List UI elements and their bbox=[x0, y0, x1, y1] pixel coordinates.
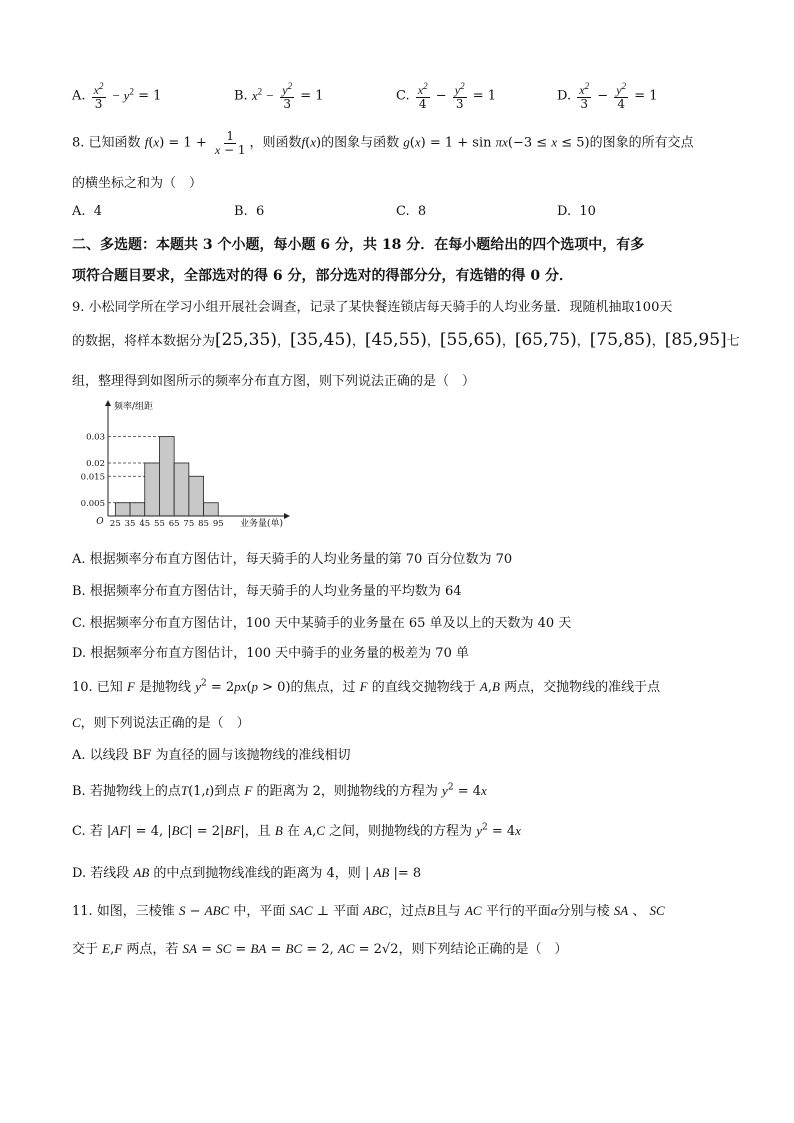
q9-option-b: B. 根据频率分布直方图估计，每天骑手的人均业务量的平均数为 64 bbox=[72, 584, 462, 599]
section2-heading-line2: 项符合题目要求，全部选对的得 6 分，部分选对的得部分分，有选错的得 0 分． bbox=[72, 268, 573, 284]
histogram-bar bbox=[130, 503, 145, 516]
fraction: $\frac{y^2}{3}$ bbox=[454, 81, 465, 111]
x-tick-label: 45 bbox=[139, 519, 151, 529]
y-axis-arrow bbox=[105, 400, 111, 406]
x-axis-arrow bbox=[284, 513, 290, 519]
histogram-bar bbox=[159, 437, 174, 517]
q8-option-a: A. 4 bbox=[72, 204, 103, 219]
y-axis-title: 频率/组距 bbox=[114, 402, 154, 412]
q7-option-b: B. $x^2$ − $\frac{y^2}{3}$ = 1 bbox=[234, 81, 324, 111]
q9-option-c: C. 根据频率分布直方图估计，100 天中某骑手的业务量在 65 单及以上的天数为 40 天 bbox=[72, 616, 572, 631]
x-tick-label: 95 bbox=[212, 519, 224, 529]
q9-option-a: A. 根据频率分布直方图估计，每天骑手的人均业务量的第 70 百分位数为 70 bbox=[72, 552, 513, 567]
q9-option-d: D. 根据频率分布直方图估计，100 天中骑手的业务量的极差为 70 单 bbox=[72, 646, 469, 661]
origin-label: O bbox=[96, 517, 104, 527]
y-tick-label: 0.03 bbox=[86, 432, 105, 443]
q8-option-c: C. 8 bbox=[396, 204, 427, 219]
fraction: $\frac{x^2}{4}$ bbox=[417, 81, 428, 111]
q8-option-b: B. 6 bbox=[234, 204, 265, 219]
q9-stem-line3: 组，整理得到如图所示的频率分布直方图，则下列说法正确的是（ ） bbox=[72, 374, 476, 389]
fraction: $\frac{y^2}{4}$ bbox=[616, 81, 627, 111]
q8-stem-line1: 8. 已知函数 f(x) = 1 + $\frac{1}{x - 1}$ ，则函数f(x)的图象与函数 g(x) = 1 + sin πx(−3 ≤ x ≤ 5)的图象的所有交点 bbox=[72, 129, 694, 157]
section2-heading-line1: 二、多选题：本题共 3 个小题，每小题 6 分，共 18 分．在每小题给出的四个选项中，有多 bbox=[72, 237, 645, 253]
histogram-bar bbox=[204, 503, 219, 516]
fraction: $\frac{y^2}{3}$ bbox=[282, 81, 293, 111]
q7-option-label: B. bbox=[234, 88, 248, 104]
q9-stem-line1: 9. 小松同学所在学习小组开展社会调查，记录了某快餐连锁店每天骑手的人均业务量．现随机抽取100天 bbox=[72, 300, 673, 315]
q10-option-d: D. 若线段 AB 的中点到抛物线准线的距离为 4，则 | AB |= 8 bbox=[72, 865, 422, 881]
q10-stem-line2: C，则下列说法正确的是（ ） bbox=[72, 715, 250, 731]
q7-option-label: C. bbox=[396, 88, 410, 104]
fraction: $\frac{x^2}{3}$ bbox=[93, 81, 104, 111]
x-tick-label: 35 bbox=[124, 519, 136, 529]
x-tick-label: 65 bbox=[168, 519, 180, 529]
q11-stem-line1: 11. 如图，三棱锥 S − ABC 中，平面 SAC ⊥ 平面 ABC，过点B且与 AC 平行的平面α分别与棱 SA 、 SC bbox=[72, 903, 665, 919]
fraction: $\frac{x^2}{3}$ bbox=[579, 81, 590, 111]
q7-option-c: C. $\frac{x^2}{4}$ − $\frac{y^2}{3}$ = 1 bbox=[396, 81, 497, 111]
x-tick-label: 85 bbox=[198, 519, 209, 529]
x-tick-label: 75 bbox=[183, 519, 195, 529]
q7-option-label: D. bbox=[557, 88, 572, 104]
y-tick-label: 0.005 bbox=[80, 498, 105, 509]
x-axis-title: 业务量(单) bbox=[240, 519, 284, 529]
frequency-histogram bbox=[80, 398, 306, 532]
y-tick-label: 0.02 bbox=[86, 459, 105, 469]
q11-stem-line2: 交于 E,F 两点，若 SA = SC = BA = BC = 2, AC = 2√2，则下列结论正确的是（ ） bbox=[72, 941, 568, 957]
q8-option-d: D. 10 bbox=[557, 204, 596, 219]
histogram-bar bbox=[115, 503, 130, 516]
q7-option-d: D. $\frac{x^2}{3}$ − $\frac{y^2}{4}$ = 1 bbox=[557, 81, 658, 111]
q7-option-a: A. $\frac{x^2}{3}$ − $y^2 = 1$ bbox=[72, 81, 162, 111]
q10-option-a: A. 以线段 BF 为直径的圆与该抛物线的准线相切 bbox=[72, 748, 351, 763]
y-tick-label: 0.015 bbox=[80, 472, 105, 483]
q7-option-label: A. bbox=[72, 88, 86, 104]
fraction: $\frac{1}{x - 1}$ bbox=[214, 129, 246, 157]
x-tick-label: 55 bbox=[154, 519, 165, 529]
histogram-bar bbox=[189, 476, 204, 516]
histogram-bar bbox=[174, 463, 189, 516]
q10-stem-line1: 10. 已知 F 是抛物线 $y^2 = 2px(p > 0)$的焦点，过 F 的直线交抛物线于 A,B 两点，交抛物线的准线于点 bbox=[72, 678, 661, 695]
x-tick-label: 25 bbox=[109, 519, 121, 529]
q10-option-b: B. 若抛物线上的点T(1,t)到点 F 的距离为 2，则抛物线的方程为 $y^2 = 4x$ bbox=[72, 782, 487, 799]
histogram-bar bbox=[145, 463, 160, 516]
q9-stem-line2: 的数据，将样本数据分为[25,35)，[35,45)，[45,55)，[55,65)，[65,75)，[75,85)，[85,95]七 bbox=[72, 330, 740, 350]
q8-stem-line2: 的横坐标之和为（ ） bbox=[72, 176, 203, 191]
q10-option-c: C. 若 |AF| = 4, |BC| = 2|BF|，且 B 在 A,C 之间，则抛物线的方程为 $y^2 = 4x$ bbox=[72, 822, 521, 839]
